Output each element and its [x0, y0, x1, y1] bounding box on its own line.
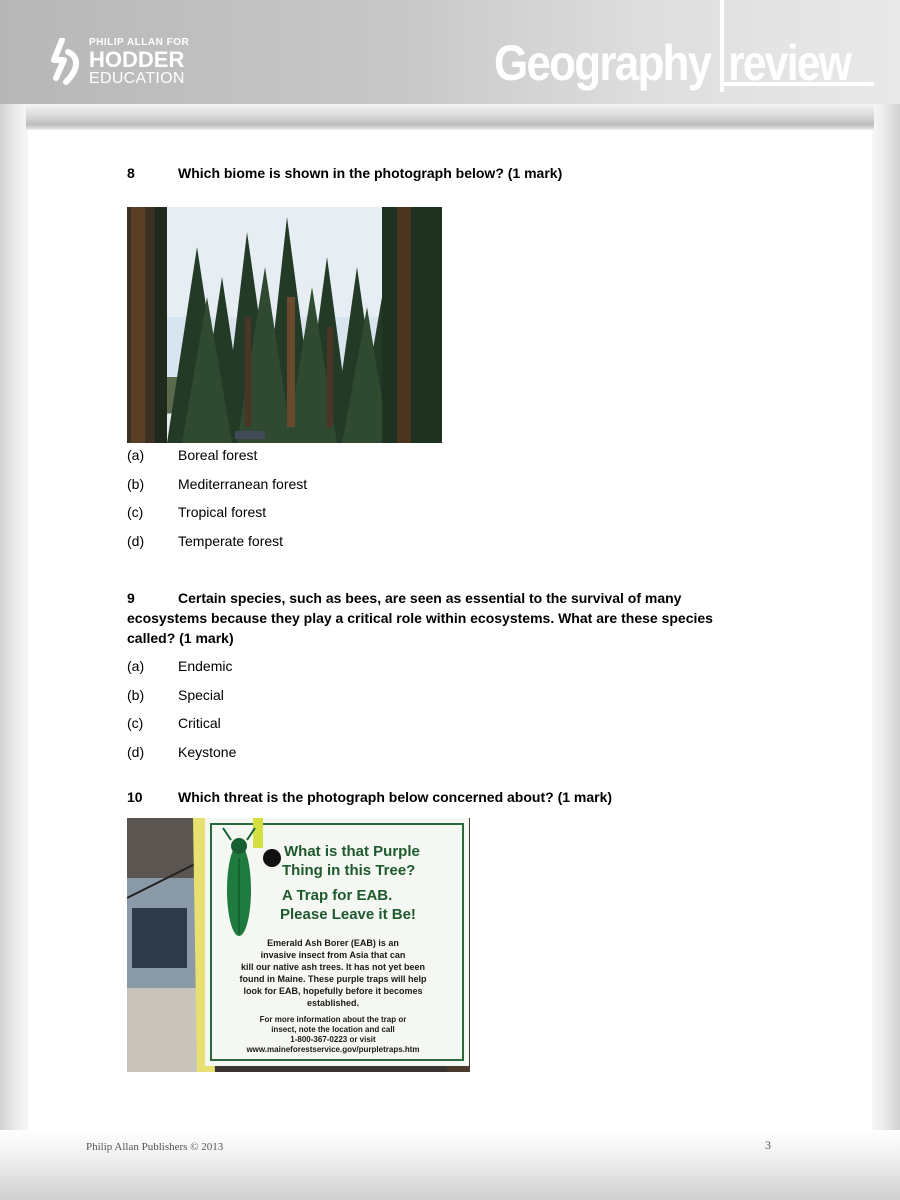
sign-info-text: 1-800-367-0223 or visit: [290, 1035, 376, 1044]
question-10: [127, 787, 737, 807]
question-9: [127, 588, 737, 648]
page-number: 3: [765, 1138, 771, 1152]
publisher-big: HODDER: [89, 47, 185, 72]
sign-heading: What is that Purple: [284, 843, 420, 860]
hodder-logo-icon: [44, 38, 84, 88]
option-text: Special: [178, 687, 224, 703]
question-8: [127, 163, 737, 183]
option-label: (b): [127, 687, 145, 703]
option-label: (a): [127, 658, 145, 674]
sign-body-text: invasive insect from Asia that can: [260, 950, 406, 960]
sign-body-text: kill our native ash trees. It has not yet been: [240, 962, 426, 972]
option-text: Tropical forest: [178, 504, 267, 520]
sign-heading: Please Leave it Be!: [280, 906, 416, 923]
sign-body-text: Emerald Ash Borer (EAB) is an: [267, 938, 399, 948]
question-text: Which biome is shown in the photograph below? (1 mark): [178, 165, 563, 181]
header-band: [26, 104, 874, 130]
publisher-small: PHILIP ALLAN FOR: [89, 37, 190, 48]
title-rule-vertical: [720, 0, 724, 92]
page-right-shadow: [872, 0, 900, 1200]
option-row: [127, 714, 221, 732]
option-row: [127, 503, 266, 521]
option-label: (c): [127, 715, 144, 731]
option-label: (b): [127, 476, 145, 492]
forest-photograph: [127, 207, 442, 443]
question-number: 9: [127, 590, 135, 606]
question-text: Certain species, such as bees, are seen as essential to the survival of many ecosystems because they play a critical role within ecosystems. What are these species called? (1 mark): [127, 590, 713, 646]
option-row: [127, 743, 236, 761]
sign-heading: A Trap for EAB.: [282, 887, 393, 904]
sign-info-text: For more information about the trap or: [259, 1015, 407, 1024]
publisher-edu: EDUCATION: [89, 70, 185, 87]
option-text: Boreal forest: [178, 447, 258, 463]
question-number: 8: [127, 165, 135, 181]
magazine-title: Geography: [494, 35, 711, 91]
option-row: [127, 446, 257, 464]
option-label: (c): [127, 504, 144, 520]
sign-body-text: look for EAB, hopefully before it becomes: [243, 986, 423, 996]
option-text: Mediterranean forest: [178, 476, 308, 492]
eab-trap-photograph: [127, 818, 470, 1072]
option-text: Keystone: [178, 744, 237, 760]
option-row: [127, 532, 283, 550]
magazine-subtitle: review: [728, 35, 851, 91]
question-number: 10: [127, 789, 143, 805]
sign-info-text: insect, note the location and call: [271, 1025, 395, 1034]
option-row: [127, 475, 307, 493]
page-left-shadow: [0, 0, 28, 1200]
option-label: (a): [127, 447, 145, 463]
option-text: Endemic: [178, 658, 233, 674]
sign-body-text: established.: [306, 998, 360, 1008]
option-row: [127, 686, 224, 704]
sign-heading: Thing in this Tree?: [282, 862, 416, 879]
question-text: Which threat is the photograph below concerned about? (1 mark): [178, 789, 613, 805]
option-text: Critical: [178, 715, 221, 731]
sign-info-text: www.maineforestservice.gov/purpletraps.htm: [246, 1045, 420, 1054]
option-label: (d): [127, 533, 145, 549]
option-row: [127, 657, 232, 675]
footer-copyright: Philip Allan Publishers © 2013: [86, 1141, 224, 1153]
option-label: (d): [127, 744, 145, 760]
page-header: [0, 0, 900, 104]
option-text: Temperate forest: [178, 533, 284, 549]
sign-body-text: found in Maine. These purple traps will help: [239, 974, 427, 984]
publisher-logo-text: [89, 38, 189, 87]
